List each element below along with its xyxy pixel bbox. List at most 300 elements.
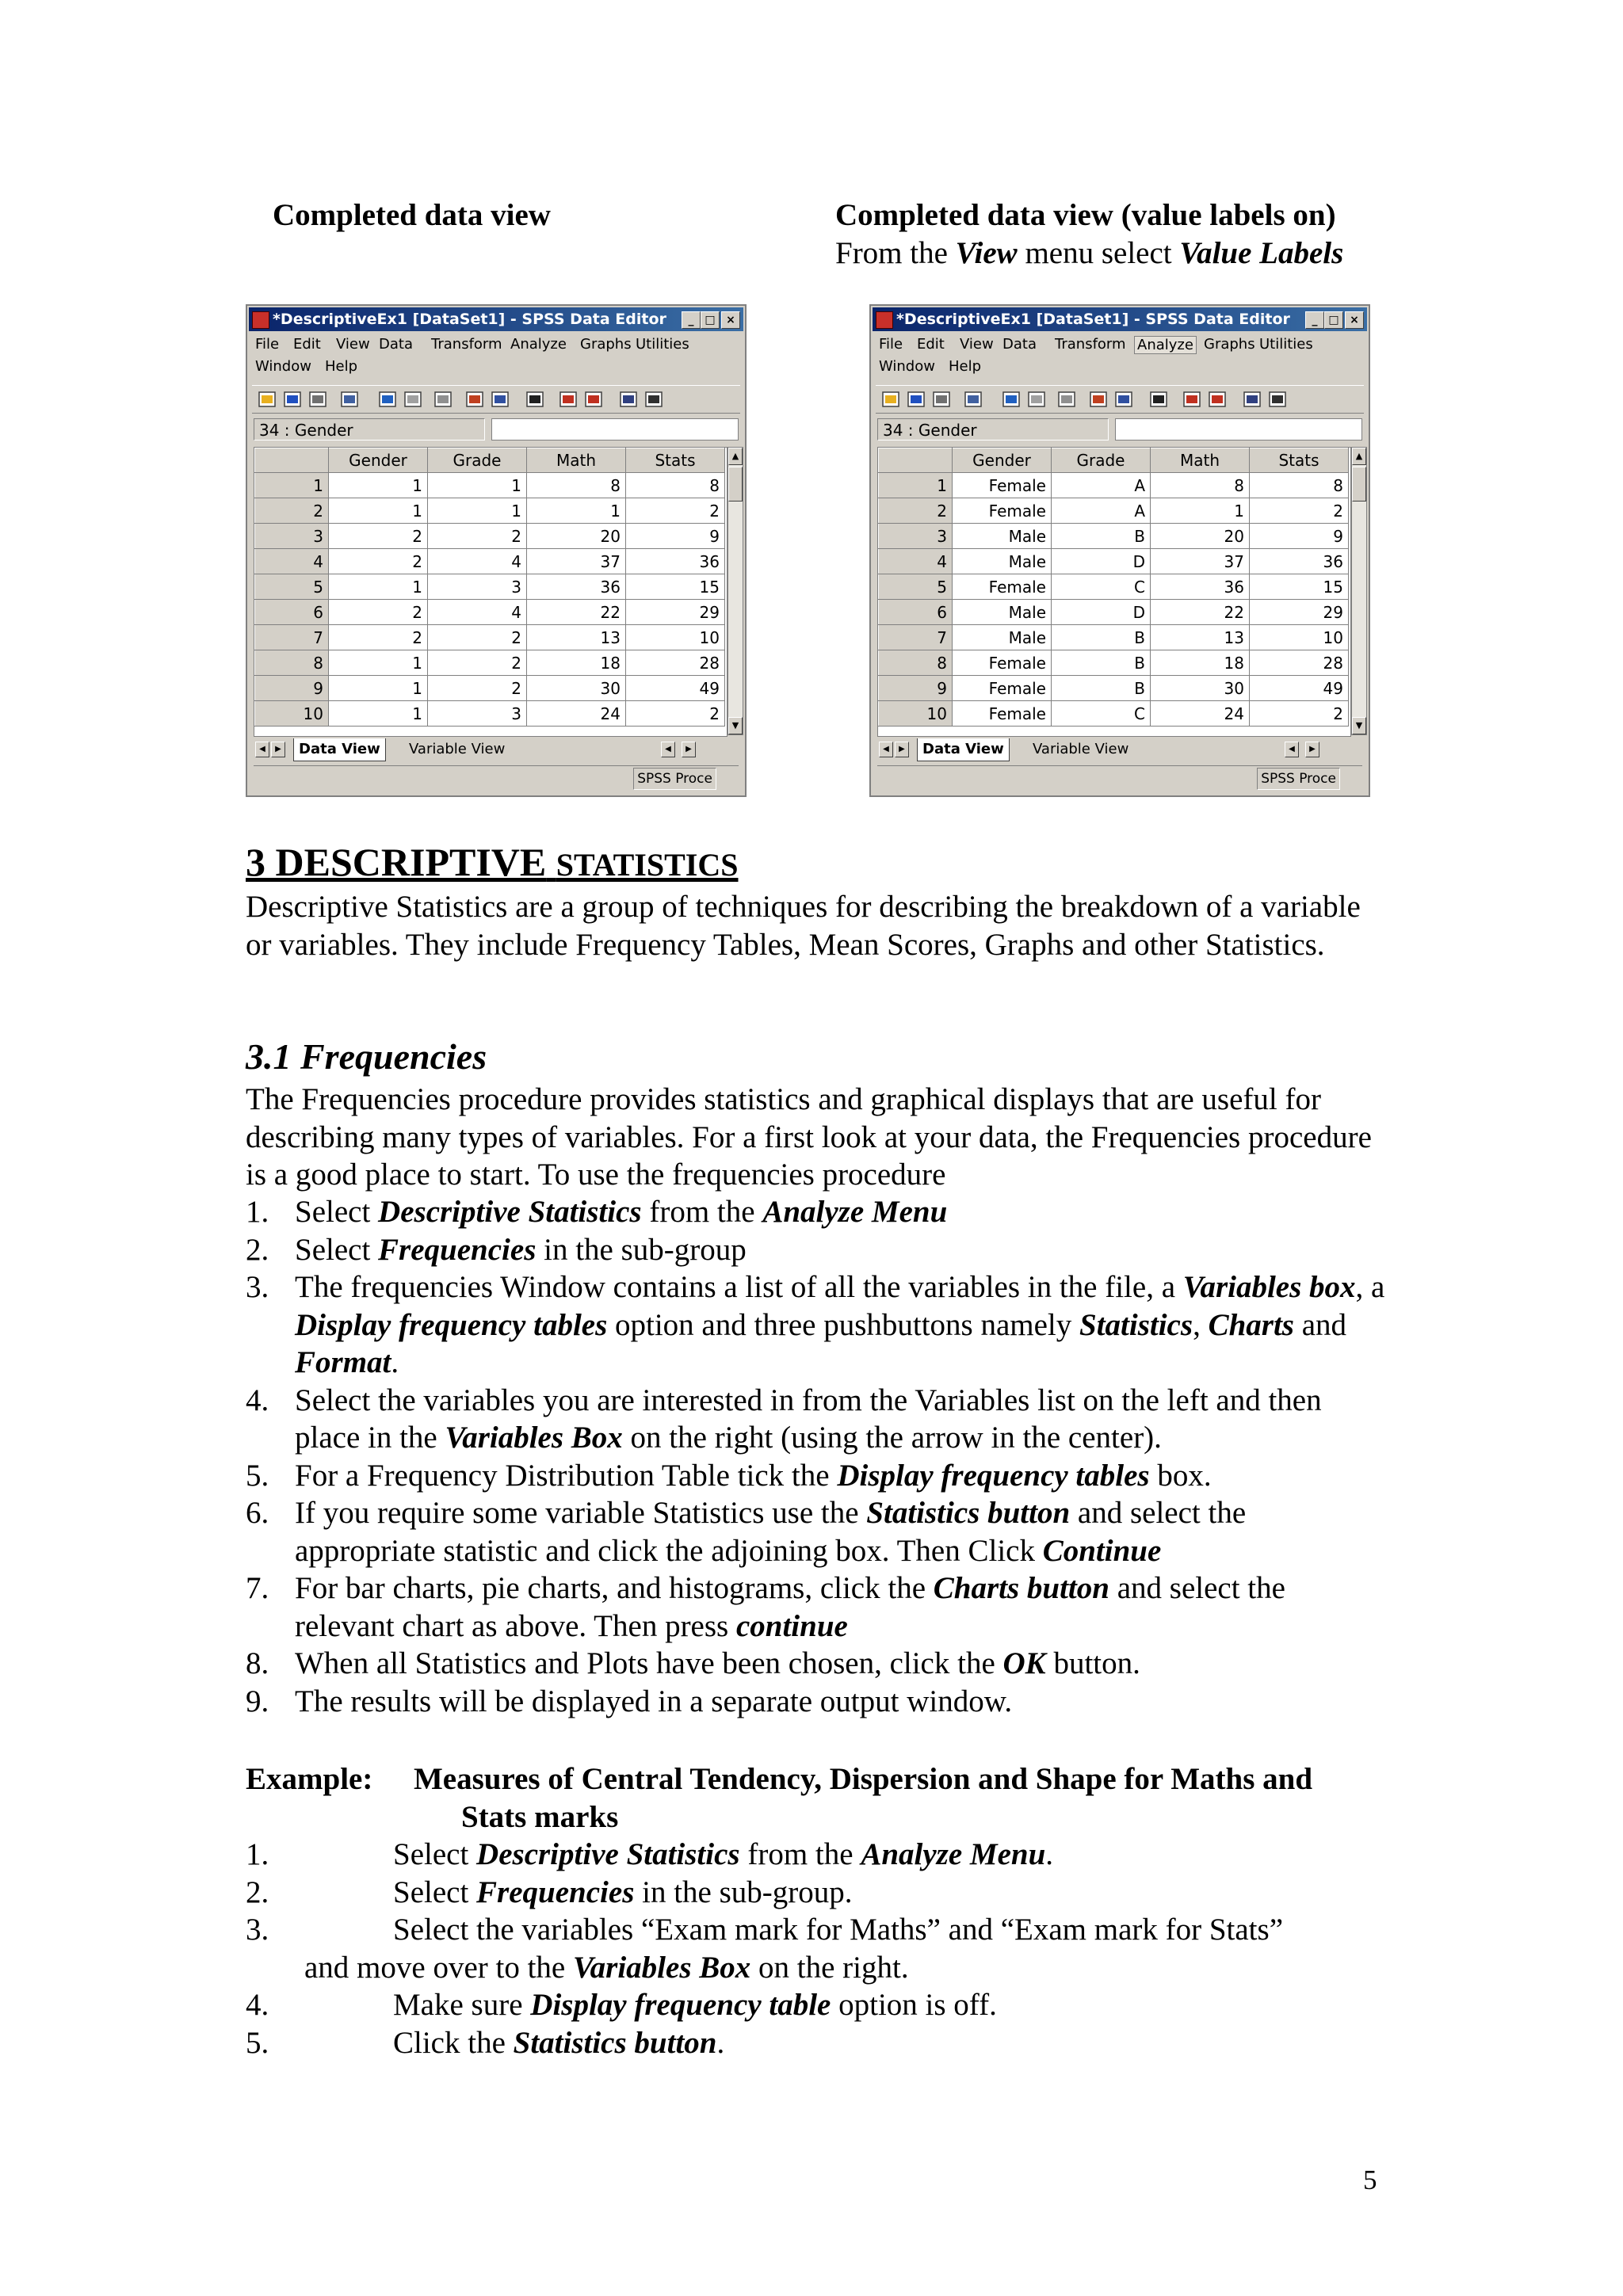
close-icon[interactable]: × [721,311,740,329]
spss-window-numeric [246,304,747,797]
minimize-icon[interactable]: _ [1305,311,1324,329]
print-icon[interactable] [307,389,328,410]
right-caption-sub: From the View menu select Value Labels [835,236,1344,270]
row-number[interactable]: 5 [879,574,953,600]
data-cell[interactable]: 24 [1151,701,1250,727]
data-cell[interactable]: 22 [527,600,626,625]
section-heading: 3 DESCRIPTIVE STATISTICS [246,840,739,884]
column-header[interactable]: Stats [626,448,725,473]
row-number[interactable]: 3 [255,524,329,549]
split-file-icon[interactable] [1242,389,1262,410]
data-cell[interactable]: 1 [1151,498,1250,524]
step-number: 7. [246,1571,269,1605]
table-row [255,600,725,625]
table-row [255,625,725,650]
data-cell[interactable]: 30 [527,676,626,701]
step-text: Display frequency table [530,1988,831,2022]
menu-view[interactable]: View [960,336,994,353]
find-icon[interactable] [1148,389,1169,410]
step-text: Charts button [933,1571,1109,1605]
step-number: 1. [246,1195,269,1229]
step-text: OK [1002,1646,1046,1680]
example-step [246,2024,1387,2062]
tab-variable-view[interactable]: Variable View [409,741,506,757]
step-number: 2. [246,1232,269,1267]
data-cell[interactable]: 22 [1151,600,1250,625]
menu-help[interactable]: Help [949,358,982,375]
insert-variable-icon[interactable] [1207,389,1228,410]
step-number: 8. [246,1646,269,1680]
variables-icon[interactable] [490,389,510,410]
subsection-heading: 3.1 Frequencies [246,1036,487,1077]
table-row [255,473,725,498]
step-number: 5. [246,2025,269,2060]
data-cell[interactable]: 36 [527,574,626,600]
split-file-icon[interactable] [618,389,639,410]
step-text: When all Statistics and Plots have been chosen, click the [295,1646,1003,1680]
step-number: 3. [246,1913,269,1947]
data-cell[interactable]: 1 [329,650,428,676]
spss-window-value-labels [869,304,1370,797]
redo-icon[interactable] [1026,389,1047,410]
view-tabs [254,738,739,762]
data-cell[interactable]: 29 [1250,600,1349,625]
window-title: *DescriptiveEx1 [DataSet1] - SPSS Data Editor [273,311,666,328]
table-row [879,549,1349,574]
scroll-down-icon[interactable]: ▼ [1352,717,1366,734]
open-icon[interactable] [880,389,901,410]
list-item [246,1494,1387,1569]
corner-cell [255,448,329,473]
list-item [246,1457,1387,1495]
example-step [246,1911,1387,1949]
tab-data-view[interactable]: Data View [917,738,1010,761]
table-row [879,498,1349,524]
menu-help[interactable]: Help [325,358,358,375]
print-icon[interactable] [931,389,952,410]
data-cell[interactable]: 28 [626,650,725,676]
undo-icon[interactable] [377,389,398,410]
menu-utilities[interactable]: Utilities [1259,336,1313,353]
step-text: Variables box [1182,1270,1356,1304]
data-cell[interactable]: 1 [527,498,626,524]
row-number[interactable]: 2 [255,498,329,524]
data-cell[interactable]: 20 [1151,524,1250,549]
toolbar [876,385,1364,414]
step-text: Analyze Menu [861,1837,1046,1871]
table-row [879,524,1349,549]
table-row [255,676,725,701]
column-header[interactable]: Math [527,448,626,473]
data-cell[interactable]: 49 [1250,676,1349,701]
step-text: box. [1149,1458,1212,1493]
right-caption: Completed data view (value labels on) [835,198,1336,232]
row-number[interactable]: 4 [879,549,953,574]
data-cell[interactable]: B [1052,650,1151,676]
column-header[interactable]: Math [1151,448,1250,473]
data-cell[interactable]: 15 [1250,574,1349,600]
menu-utilities[interactable]: Utilities [636,336,689,353]
data-cell[interactable]: 4 [428,549,527,574]
step-number: 3. [246,1270,269,1304]
data-cell[interactable]: 24 [527,701,626,727]
data-cell[interactable]: 1 [329,574,428,600]
data-cell[interactable]: D [1052,549,1151,574]
tab-prev-icon[interactable]: ◀ [879,742,893,757]
data-cell[interactable]: 49 [626,676,725,701]
data-cell[interactable]: 1 [329,676,428,701]
step-text: option is off. [831,1988,997,2022]
save-icon[interactable] [906,389,926,410]
processor-status: SPSS Proce [1257,768,1340,790]
row-number[interactable]: 6 [255,600,329,625]
cell-reference: 34 : Gender [254,418,485,441]
list-item [246,1569,1387,1645]
data-cell[interactable]: Male [953,625,1052,650]
row-number[interactable]: 5 [255,574,329,600]
row-number[interactable]: 10 [879,701,953,727]
table-row [879,625,1349,650]
hscroll-left-icon[interactable]: ◀ [1285,742,1299,757]
row-number[interactable]: 9 [879,676,953,701]
save-icon[interactable] [282,389,303,410]
step-text: Format [295,1345,391,1379]
step-text: . [391,1345,399,1379]
data-cell[interactable]: 13 [527,625,626,650]
menu-data[interactable]: Data [379,336,413,353]
menu-edit[interactable]: Edit [917,336,945,353]
menu-data[interactable]: Data [1002,336,1037,353]
step-text: Continue [1042,1533,1162,1568]
tab-data-view[interactable]: Data View [293,738,386,761]
step-text: Frequencies [378,1232,537,1267]
example-step [246,1836,1387,1874]
data-cell[interactable]: 1 [428,473,527,498]
data-cell[interactable]: 1 [428,498,527,524]
table-row [879,600,1349,625]
dialog-recall-icon[interactable] [339,389,360,410]
table-row [255,498,725,524]
data-cell[interactable]: 2 [428,524,527,549]
data-cell[interactable]: 2 [626,498,725,524]
cell-editor-input[interactable] [1115,418,1362,441]
data-cell[interactable]: 2 [329,524,428,549]
step-text: For a Frequency Distribution Table tick the [295,1458,838,1493]
status-bar [254,765,739,791]
data-cell[interactable]: C [1052,701,1151,727]
tab-variable-view[interactable]: Variable View [1033,741,1129,757]
find-icon[interactable] [525,389,545,410]
step-text: . [716,2025,725,2060]
data-cell[interactable]: 10 [1250,625,1349,650]
step-text: The frequencies Window contains a list of all the variables in the file, a [295,1270,1183,1304]
undo-icon[interactable] [1001,389,1022,410]
data-cell[interactable]: 8 [1151,473,1250,498]
data-cell[interactable]: Female [953,473,1052,498]
data-cell[interactable]: 2 [329,600,428,625]
step-text: Display frequency tables [837,1458,1150,1493]
spss-app-icon [876,311,893,329]
example-step-continuation [246,1949,1387,1987]
table-row [255,574,725,600]
step-text: from the [641,1195,763,1229]
row-number[interactable]: 1 [255,473,329,498]
data-cell[interactable]: B [1052,524,1151,549]
data-cell[interactable]: 9 [626,524,725,549]
weight-cases-icon[interactable] [1267,389,1288,410]
hscroll-right-icon[interactable]: ▶ [1305,742,1319,757]
close-icon[interactable]: × [1345,311,1364,329]
goto-case-icon[interactable] [1088,389,1109,410]
data-cell[interactable]: Female [953,701,1052,727]
scroll-up-icon[interactable]: ▲ [1352,448,1366,465]
title-bar [249,307,743,331]
table-row [255,524,725,549]
step-text: Click the [393,2025,514,2060]
step-text: Variables Box [445,1421,623,1455]
maximize-icon[interactable]: □ [1324,311,1343,329]
step-text: option and three pushbuttons namely [607,1307,1080,1342]
example-title-line1: Measures of Central Tendency, Dispersion and Shape for Maths and [414,1762,1313,1796]
data-cell[interactable]: 2 [329,549,428,574]
step-text: Variables Box [572,1950,751,1985]
step-number: 6. [246,1496,269,1530]
step-text: Select [393,1837,477,1871]
open-icon[interactable] [257,389,277,410]
menu-window[interactable]: Window [879,358,935,375]
row-number[interactable]: 2 [879,498,953,524]
data-cell[interactable]: Female [953,574,1052,600]
insert-variable-icon[interactable] [583,389,604,410]
example-steps [246,1836,1387,2061]
row-number[interactable]: 1 [879,473,953,498]
tab-next-icon[interactable]: ▶ [271,742,285,757]
data-cell[interactable]: C [1052,574,1151,600]
menu-analyze[interactable]: Analyze [1134,336,1197,354]
data-cell[interactable]: 2 [1250,701,1349,727]
step-text: and [1293,1307,1347,1342]
menu-window[interactable]: Window [255,358,311,375]
menu-file[interactable]: File [879,336,903,353]
step-text: Descriptive Statistics [378,1195,642,1229]
row-number[interactable]: 7 [879,625,953,650]
data-cell[interactable]: 10 [626,625,725,650]
list-item [246,1645,1387,1683]
data-cell[interactable]: Male [953,600,1052,625]
column-header[interactable]: Gender [329,448,428,473]
cell-editor-input[interactable] [491,418,739,441]
left-caption: Completed data view [273,198,551,232]
example-label: Example: [246,1762,373,1796]
column-header[interactable]: Gender [953,448,1052,473]
chart-builder-icon[interactable] [433,389,453,410]
column-header[interactable]: Grade [428,448,527,473]
menu-bar [876,334,1364,380]
redo-icon[interactable] [403,389,423,410]
row-number[interactable]: 9 [255,676,329,701]
step-number: 4. [246,1383,269,1417]
data-cell[interactable]: A [1052,498,1151,524]
insert-cases-icon[interactable] [1182,389,1202,410]
data-cell[interactable]: 20 [527,524,626,549]
cell-reference: 34 : Gender [877,418,1109,441]
menu-file[interactable]: File [255,336,280,353]
menu-edit[interactable]: Edit [293,336,321,353]
row-number[interactable]: 6 [879,600,953,625]
step-number: 4. [246,1988,269,2022]
corner-cell [879,448,953,473]
maximize-icon[interactable]: □ [701,311,720,329]
step-text: . [1045,1837,1054,1871]
step-text: button. [1045,1646,1140,1680]
processor-status: SPSS Proce [633,768,716,790]
step-number: 9. [246,1684,269,1718]
step-text: on the right. [750,1950,909,1985]
data-cell[interactable]: 2 [329,625,428,650]
data-cell[interactable]: B [1052,625,1151,650]
example-heading [246,1760,1387,1836]
row-number[interactable]: 10 [255,701,329,727]
chart-builder-icon[interactable] [1056,389,1077,410]
column-header[interactable]: Grade [1052,448,1151,473]
step-text: Statistics [1079,1307,1193,1342]
data-cell[interactable]: 2 [1250,498,1349,524]
data-cell[interactable]: 2 [626,701,725,727]
variables-icon[interactable] [1113,389,1134,410]
step-text: Select [295,1232,379,1267]
tab-prev-icon[interactable]: ◀ [255,742,269,757]
menu-transform[interactable]: Transform [1055,336,1126,353]
vertical-scrollbar[interactable] [1351,447,1367,735]
menu-view[interactable]: View [336,336,370,353]
frequencies-steps [246,1193,1387,1720]
page-number: 5 [1363,2164,1377,2195]
minimize-icon[interactable]: _ [682,311,701,329]
step-text: Descriptive Statistics [476,1837,740,1871]
step-text: If you require some variable Statistics use the [295,1496,867,1530]
insert-cases-icon[interactable] [558,389,579,410]
data-cell[interactable]: 36 [1250,549,1349,574]
step-text: in the sub-group [536,1232,747,1267]
vertical-scrollbar[interactable] [727,447,743,735]
data-grid [254,447,727,737]
data-cell[interactable]: 2 [428,625,527,650]
data-cell[interactable]: Male [953,549,1052,574]
data-cell[interactable]: 8 [527,473,626,498]
table-row [879,701,1349,727]
scroll-thumb[interactable] [728,467,743,502]
view-tabs [877,738,1362,762]
data-cell[interactable]: 8 [1250,473,1349,498]
data-cell[interactable]: Female [953,498,1052,524]
menu-graphs[interactable]: Graphs [580,336,632,353]
data-cell[interactable]: 2 [428,650,527,676]
data-cell[interactable]: 1 [329,473,428,498]
list-item [246,1193,1387,1231]
header-row [879,448,1349,473]
row-number[interactable]: 8 [255,650,329,676]
menu-transform[interactable]: Transform [431,336,502,353]
data-cell[interactable]: Male [953,524,1052,549]
step-text: and move over to the [304,1950,573,1985]
weight-cases-icon[interactable] [643,389,664,410]
list-item [246,1382,1387,1457]
data-cell[interactable]: Female [953,650,1052,676]
step-number: 2. [246,1875,269,1909]
hscroll-right-icon[interactable]: ▶ [682,742,696,757]
data-cell[interactable]: A [1052,473,1151,498]
table-row [879,676,1349,701]
data-cell[interactable]: 37 [527,549,626,574]
row-number[interactable]: 4 [255,549,329,574]
row-number[interactable]: 7 [255,625,329,650]
data-cell[interactable]: 2 [428,676,527,701]
subsection-intro: The Frequencies procedure provides statistics and graphical displays that are useful for describing many types of variables. For a first look at your data, the Frequencies procedure is a good place to start. To use the frequencies procedure [246,1082,1372,1192]
title-bar [873,307,1367,331]
data-cell[interactable]: 37 [1151,549,1250,574]
row-number[interactable]: 8 [879,650,953,676]
table-row [255,549,725,574]
data-cell[interactable]: 36 [1151,574,1250,600]
data-cell[interactable]: 1 [329,701,428,727]
step-text: from the [739,1837,861,1871]
table-row [879,650,1349,676]
data-cell[interactable]: 28 [1250,650,1349,676]
goto-case-icon[interactable] [464,389,485,410]
data-cell[interactable]: 3 [428,574,527,600]
data-cell[interactable]: 3 [428,701,527,727]
data-cell[interactable]: 30 [1151,676,1250,701]
step-text: Frequencies [476,1875,635,1909]
data-cell[interactable]: Female [953,676,1052,701]
step-text: in the sub-group. [634,1875,853,1909]
list-item [246,1268,1387,1382]
data-cell[interactable]: 29 [626,600,725,625]
step-text: Analyze Menu [762,1195,948,1229]
menu-analyze[interactable]: Analyze [510,336,567,353]
data-cell[interactable]: 8 [626,473,725,498]
data-cell[interactable]: 9 [1250,524,1349,549]
data-cell[interactable]: 36 [626,549,725,574]
data-cell[interactable]: 4 [428,600,527,625]
tab-next-icon[interactable]: ▶ [895,742,909,757]
hscroll-left-icon[interactable]: ◀ [661,742,675,757]
scroll-down-icon[interactable]: ▼ [728,717,743,734]
data-cell[interactable]: B [1052,676,1151,701]
column-header[interactable]: Stats [1250,448,1349,473]
data-cell[interactable]: 15 [626,574,725,600]
status-bar [877,765,1362,791]
data-cell[interactable]: 1 [329,498,428,524]
step-text: Select the variables you are interested in from the Variables list on the left and then place in the [295,1383,1322,1455]
step-text: Select the variables “Exam mark for Maths” and “Exam mark for Stats” [393,1913,1284,1947]
step-text: , [1193,1307,1209,1342]
section-intro: Descriptive Statistics are a group of techniques for describing the breakdown of a variable or variables. They include Frequency Tables, Mean Scores, Graphs and other Statistics. [246,890,1361,962]
row-number[interactable]: 3 [879,524,953,549]
data-cell[interactable]: D [1052,600,1151,625]
scroll-up-icon[interactable]: ▲ [728,448,743,465]
step-text: Select [295,1195,379,1229]
list-item [246,1231,1387,1269]
header-row [255,448,725,473]
data-cell[interactable]: 18 [1151,650,1250,676]
menu-graphs[interactable]: Graphs [1204,336,1255,353]
data-cell[interactable]: 13 [1151,625,1250,650]
scroll-thumb[interactable] [1352,467,1366,502]
dialog-recall-icon[interactable] [963,389,983,410]
step-number: 1. [246,1837,269,1871]
data-cell[interactable]: 18 [527,650,626,676]
